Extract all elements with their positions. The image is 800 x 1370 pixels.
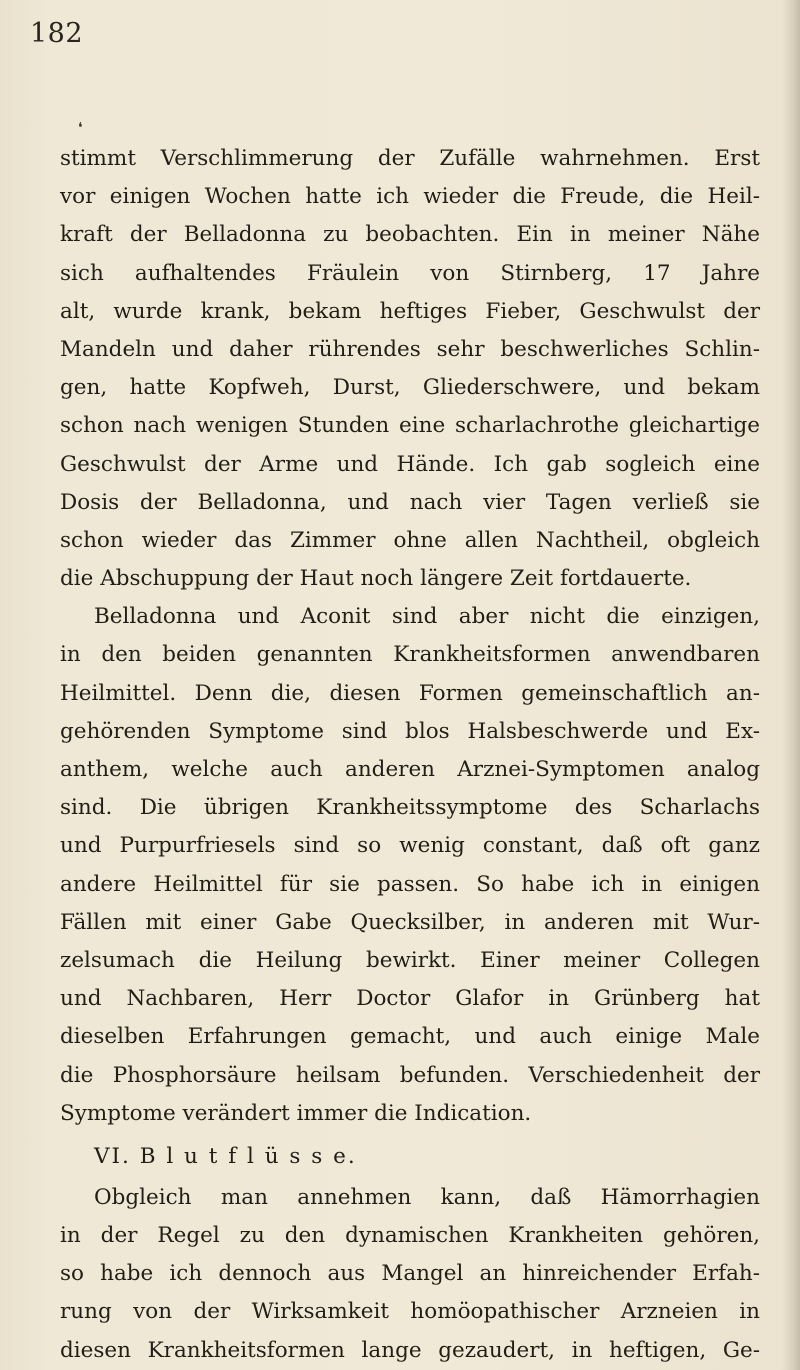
text-line: Geschwulst der Arme und Hände. Ich gab sogleich eine (60, 451, 760, 477)
paragraph (60, 1179, 760, 1370)
text-line: Heilmittel. Denn die, diesen Formen gemeinschaftlich an- (60, 680, 760, 706)
text-line: kraft der Belladonna zu beobachten. Ein in meiner Nähe (60, 222, 760, 248)
text-line: Belladonna und Aconit sind aber nicht die einzigen, (94, 604, 760, 630)
text-line: anthem, welche auch anderen Arznei-Symptomen analog (60, 757, 760, 782)
text-line: die Phosphorsäure heilsam befunden. Verschiedenheit der (60, 1062, 760, 1088)
text-line: in den beiden genannten Krankheitsformen anwendbaren (60, 642, 760, 668)
text-line: so habe ich dennoch aus Mangel an hinreichender Erfah- (60, 1261, 760, 1287)
text-line: Symptome verändert immer die Indication. (60, 1100, 532, 1126)
text-line: Mandeln und daher rührendes sehr beschwerliches Schlin- (60, 336, 760, 362)
text-line: dieselben Erfahrungen gemacht, und auch einige Male (60, 1024, 760, 1050)
body-text (60, 140, 760, 1370)
page-edge-shadow (782, 0, 800, 1370)
section-heading: VI. B l u t f l ü s s e. (94, 1143, 357, 1169)
text-line: in der Regel zu den dynamischen Krankheiten gehören, (60, 1223, 760, 1249)
text-line: vor einigen Wochen hatte ich wieder die Freude, die Heil- (60, 184, 760, 210)
text-line: Dosis der Belladonna, und nach vier Tagen verließ sie (60, 489, 760, 515)
text-line: Obgleich man annehmen kann, daß Hämorrhagien (94, 1184, 760, 1210)
text-line: andere Heilmittel für sie passen. So habe ich in einigen (60, 871, 760, 897)
text-line: schon nach wenigen Stunden eine scharlachrothe gleichartige (60, 413, 760, 439)
paragraph (60, 140, 760, 598)
text-line: Fällen mit einer Gabe Quecksilber, in anderen mit Wur- (60, 909, 760, 935)
text-line: zelsumach die Heilung bewirkt. Einer meiner Collegen (60, 947, 760, 973)
paragraph (60, 598, 760, 1133)
text-line: alt, wurde krank, bekam heftiges Fieber, Geschwulst der (60, 298, 760, 324)
text-line: sich aufhaltendes Fräulein von Stirnberg, 17 Jahre (60, 260, 760, 286)
text-line: und Purpurfriesels sind so wenig constant, daß oft ganz (60, 833, 760, 859)
text-line: diesen Krankheitsformen lange gezaudert, in heftigen, Ge- (60, 1337, 760, 1363)
page-number: 182 (30, 18, 84, 49)
text-line: gen, hatte Kopfweh, Durst, Gliederschwere, und bekam (60, 375, 760, 401)
text-line: schon wieder das Zimmer ohne allen Nachtheil, obgleich (60, 527, 760, 553)
text-line: die Abschuppung der Haut noch längere Zeit fortdauerte. (60, 566, 692, 592)
text-line: stimmt Verschlimmerung der Zufälle wahrnehmen. Erst (60, 146, 760, 171)
text-line: und Nachbaren, Herr Doctor Glafor in Grünberg hat (60, 986, 760, 1012)
printer-mark: ❛ (78, 120, 83, 136)
text-line: gehörenden Symptome sind blos Halsbeschwerde und Ex- (60, 718, 760, 744)
text-line: sind. Die übrigen Krankheitssymptome des Scharlachs (60, 795, 760, 821)
text-line: rung von der Wirksamkeit homöopathischer Arzneien in (60, 1299, 760, 1325)
